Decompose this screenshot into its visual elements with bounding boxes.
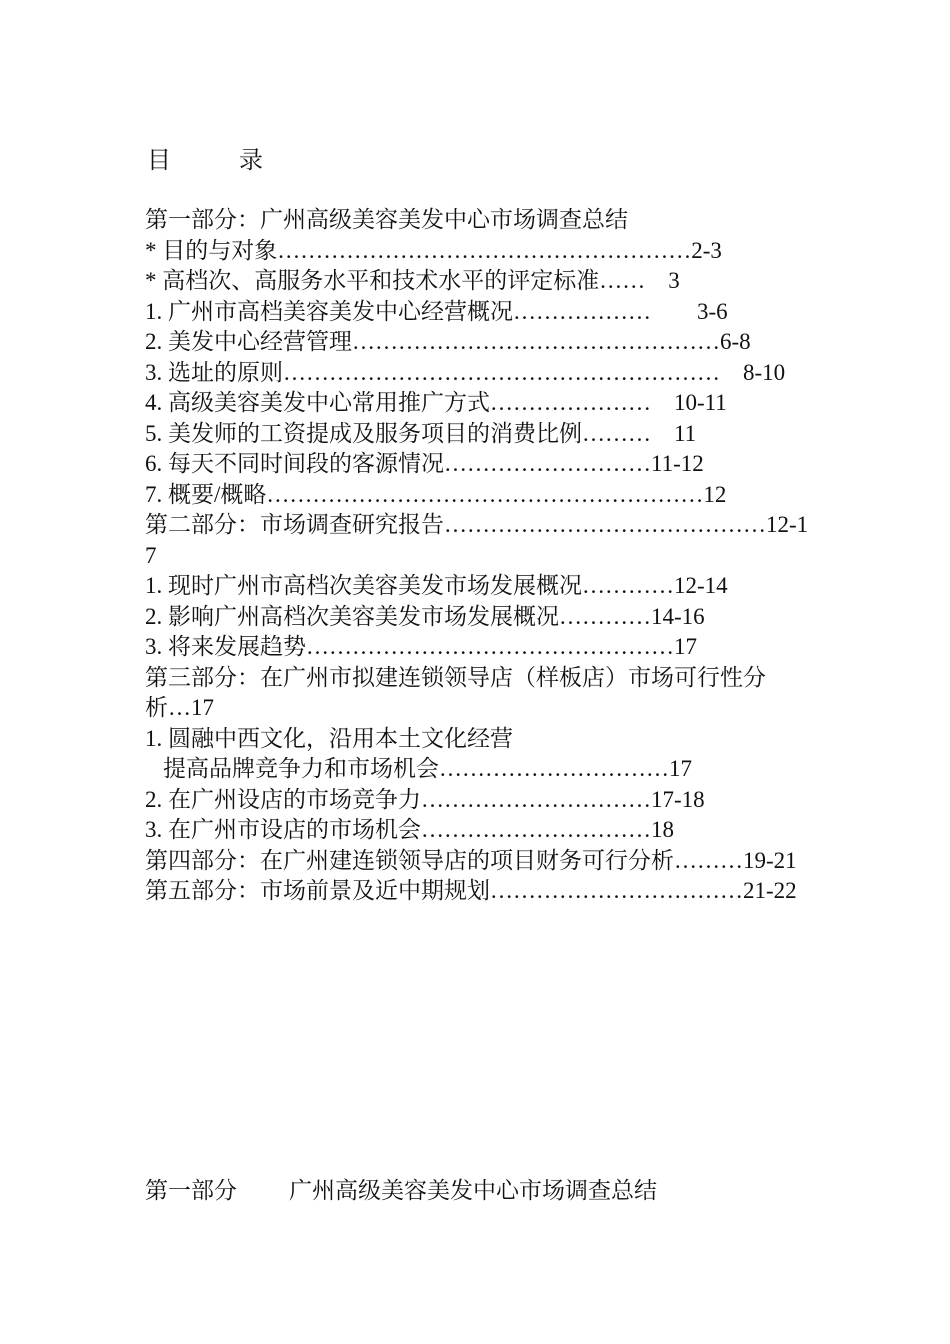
section-heading	[145, 1176, 657, 1206]
table-of-contents	[145, 205, 810, 907]
toc-title: 目 录	[147, 148, 285, 174]
toc-item-2-3: 3. 将来发展趋势…………………………………………17	[145, 634, 697, 659]
toc-item-standards: * 高档次、高服务水平和技术水平的评定标准…… 3	[145, 268, 680, 293]
toc-item-1-3: 3. 选址的原则………………………………………………… 8-10	[145, 359, 786, 385]
toc-item-2-1: 1. 现时广州市高档次美容美发市场发展概况…………12-14	[145, 573, 728, 598]
toc-item-1-2: 2. 美发中心经营管理…………………………………………6-8	[145, 329, 751, 354]
toc-part-1: 第一部分：广州高级美容美发中心市场调查总结	[145, 207, 628, 232]
section-title: 广州高级美容美发中心市场调查总结	[289, 1178, 657, 1203]
toc-item-1-7: 7. 概要/概略…………………………………………………12	[145, 481, 727, 507]
toc-part-2: 第二部分：市场调查研究报告……………………………………12-17	[145, 512, 809, 568]
toc-item-1-5: 5. 美发师的工资提成及服务项目的消费比例……… 11	[145, 420, 697, 446]
toc-item-1-6: 6. 每天不同时间段的客源情况………………………11-12	[145, 451, 704, 476]
toc-item-3-1-cont: 提高品牌竞争力和市场机会…………………………17	[163, 756, 692, 781]
toc-item-purpose: * 目的与对象………………………………………………2-3	[145, 237, 722, 263]
toc-part-5: 第五部分：市场前景及近中期规划……………………………21-22	[145, 878, 797, 903]
toc-item-2-2: 2. 影响广州高档次美容美发市场发展概况…………14-16	[145, 603, 705, 629]
toc-item-3-1: 1. 圆融中西文化，沿用本土文化经营	[145, 725, 513, 751]
toc-item-1-4: 4. 高级美容美发中心常用推广方式………………… 10-11	[145, 390, 727, 415]
toc-item-3-3: 3. 在广州市设店的市场机会…………………………18	[145, 817, 674, 842]
toc-part-4: 第四部分：在广州建连锁领导店的项目财务可行分析………19-21	[145, 847, 797, 873]
toc-item-1-1: 1. 广州市高档美容美发中心经营概况……………… 3-6	[145, 298, 728, 324]
toc-item-3-2: 2. 在广州设店的市场竞争力…………………………17-18	[145, 786, 705, 812]
toc-part-3: 第三部分：在广州市拟建连锁领导店（样板店）市场可行性分析…17	[145, 664, 766, 720]
section-part-label: 第一部分	[145, 1178, 237, 1203]
